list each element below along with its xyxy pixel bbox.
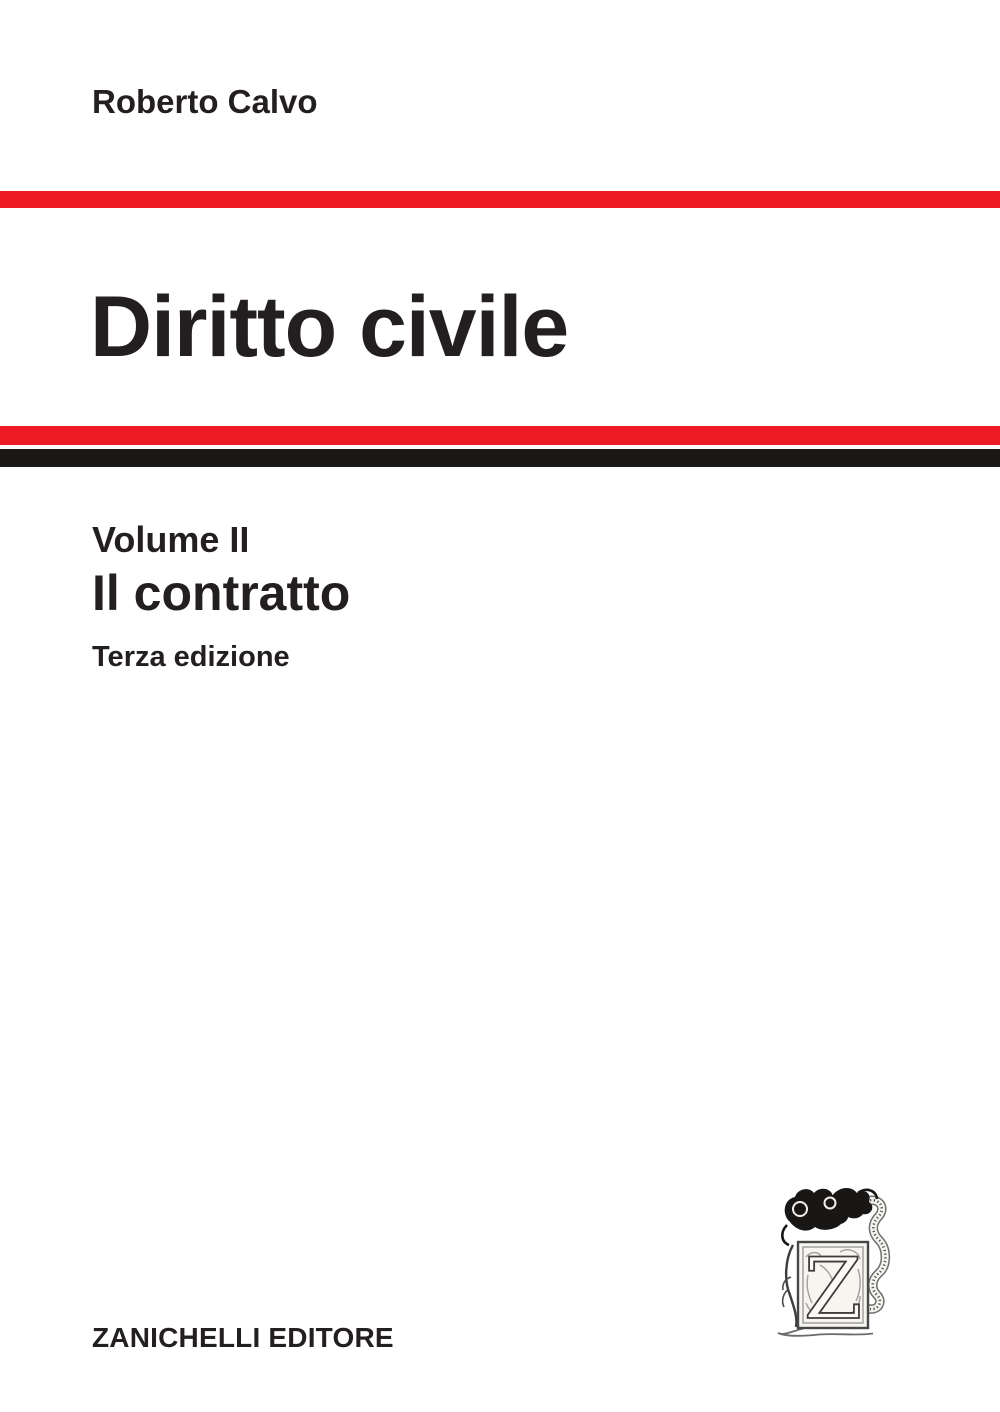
logo-monogram: Z: [803, 1240, 863, 1338]
book-subtitle: Il contratto: [92, 565, 351, 621]
edition-label: Terza edizione: [92, 641, 290, 673]
red-rule-middle: [0, 426, 1000, 445]
volume-label: Volume II: [92, 519, 250, 560]
author-name: Roberto Calvo: [92, 83, 318, 120]
logo-left-tail: [786, 1245, 796, 1327]
red-rule-top: [0, 191, 1000, 208]
publisher-logo-icon: [775, 1185, 895, 1340]
book-title: Diritto civile: [90, 279, 569, 375]
black-rule: [0, 449, 1000, 467]
publisher-name: ZANICHELLI EDITORE: [92, 1322, 394, 1353]
zanichelli-emblem-icon: [775, 1185, 895, 1340]
